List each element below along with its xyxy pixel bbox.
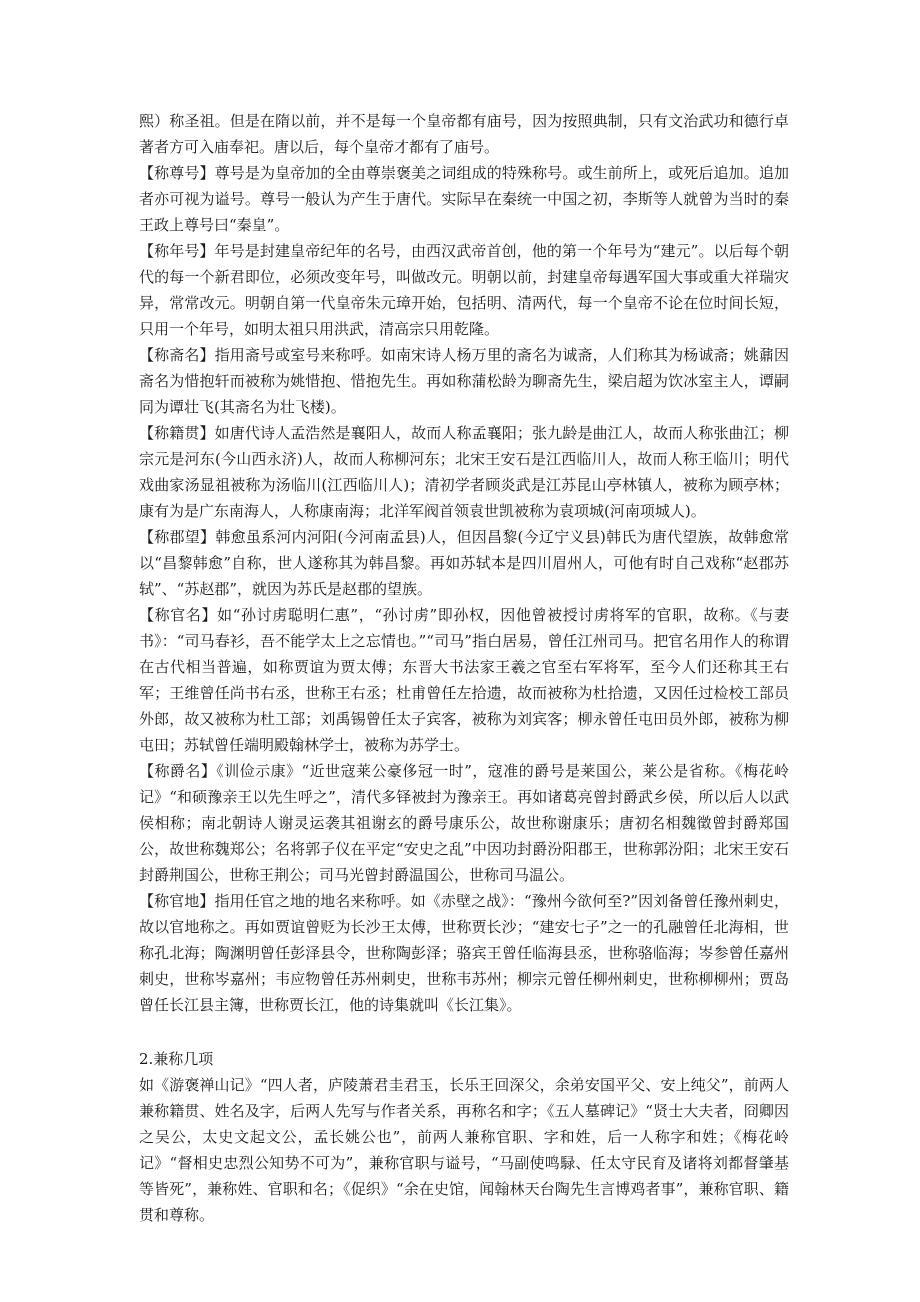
paragraph-era-name: 【称年号】年号是封建皇帝纪年的名号，由西汉武帝首创，他的第一个年号为“建元”。以后每个朝代的每一个新君即位，必须改变年号，叫做改元。明朝以前，封建皇帝每遇军国大事或重大祥瑞灾异，常常改元。明朝自第一代皇帝朱元璋开始，包括明、清两代，每一个皇帝不论在位时间长短，只用一个年号，如明太祖只用洪武，清高宗只用乾隆。 bbox=[139, 242, 789, 338]
section-heading: 2.兼称几项 bbox=[139, 1050, 214, 1068]
section-body: 如《游褒禅山记》“四人者，庐陵萧君圭君玉，长乐王回深父，余弟安国平父、安上纯父”，前两人兼称籍贯、姓名及字，后两人先写与作者关系，再称名和字；《五人墓碑记》“贤士大夫者，冏卿因之吴公，太史文起文公，孟长姚公也”，前两人兼称官职、字和姓，后一人称字和姓；《梅花岭记》“督相史忠烈公知势不可为”，兼称官职与谥号，“马副使鸣騄、任太守民育及诸将刘都督肇基等皆死”，兼称姓、官职和名；《促织》“余在史馆，闻翰林天台陶先生言博鸡者事”，兼称官职、籍贯和尊称。 bbox=[139, 1076, 789, 1224]
paragraph-native-place: 【称籍贯】如唐代诗人孟浩然是襄阳人，故而人称孟襄阳；张九龄是曲江人，故而人称张曲江；柳宗元是河东(今山西永济)人，故而人称柳河东；北宋王安石是江西临川人，故而人称王临川；明代戏曲家汤显祖被称为汤临川(江西临川人)；清初学者顾炎武是江苏昆山亭林镇人，被称为顾亭林；康有为是广东南海人，人称康南海；北洋军阀首领袁世凯被称为袁项城(河南项城人)。 bbox=[139, 424, 789, 520]
paragraph-clan-origin: 【称郡望】韩愈虽系河内河阳(今河南孟县)人，但因昌黎(今辽宁义县)韩氏为唐代望族，故韩愈常以“昌黎韩愈”自称，世人遂称其为韩昌黎。再如苏轼本是四川眉州人，可他有时自己戏称“赵郡苏轼”、“苏赵郡”，就因为苏氏是赵郡的望族。 bbox=[139, 528, 789, 598]
paragraph-office-place: 【称官地】指用任官之地的地名来称呼。如《赤壁之战》：“豫州今欲何至?”因刘备曾任豫州刺史，故以官地称之。再如贾谊曾贬为长沙王太傅，世称贾长沙；“建安七子”之一的孔融曾任北海相，世称孔北海；陶渊明曾任彭泽县令，世称陶彭泽；骆宾王曾任临海县丞，世称骆临海；岑参曾任嘉州刺史，世称岑嘉州；韦应物曾任苏州刺史，世称韦苏州；柳宗元曾任柳州刺史，世称柳柳州；贾岛曾任长江县主簿，世称贾长江，他的诗集就叫《长江集》。 bbox=[139, 892, 789, 1014]
paragraph-official-title: 【称官名】如“孙讨虏聪明仁惠”，“孙讨虏”即孙权，因他曾被授讨虏将军的官职，故称。《与妻书》：“司马春衫，吾不能学太上之忘情也。”“司马”指白居易，曾任江州司马。把官名用作人的称谓在古代相当普遍，如称贾谊为贾太傅；东晋大书法家王羲之官至右军将军，至今人们还称其王右军；王维曾任尚书右丞，世称王右丞；杜甫曾任左拾遗，故而被称为杜拾遗，又因任过检校工部员外郎，故又被称为杜工部；刘禹锡曾任太子宾客，被称为刘宾客；柳永曾任屯田员外郎，被称为柳屯田；苏轼曾任端明殿翰林学士，被称为苏学士。 bbox=[139, 606, 789, 754]
paragraph-noble-title: 【称爵名】《训俭示康》“近世寇莱公豪侈冠一时”，寇准的爵号是莱国公，莱公是省称。《梅花岭记》“和硕豫亲王以先生呼之”，清代多铎被封为豫亲王。再如诸葛亮曾封爵武乡侯，所以后人以武侯相称；南北朝诗人谢灵运袭其祖谢玄的爵号康乐公，故世称谢康乐；唐初名相魏徵曾封爵郑国公，故世称魏郑公；名将郭子仪在平定“安史之乱”中因功封爵汾阳郡王，世称郭汾阳；北宋王安石封爵荆国公，世称王荆公；司马光曾封爵温国公，世称司马温公。 bbox=[139, 762, 789, 884]
paragraph-honorific-title: 【称尊号】尊号是为皇帝加的全由尊崇褒美之词组成的特殊称号。或生前所上，或死后追加。追加者亦可视为谥号。尊号一般认为产生于唐代。实际早在秦统一中国之初，李斯等人就曾为当时的秦王政上尊号曰“秦皇”。 bbox=[139, 164, 789, 234]
document-page bbox=[139, 108, 789, 1228]
section-spacer bbox=[139, 1018, 789, 1046]
paragraph-studio-name: 【称斋名】指用斋号或室号来称呼。如南宋诗人杨万里的斋名为诚斋，人们称其为杨诚斋；姚鼐因斋名为惜抱轩而被称为姚惜抱、惜抱先生。再如称蒲松龄为聊斋先生，梁启超为饮冰室主人，谭嗣同为谭壮飞(其斋名为壮飞楼)。 bbox=[139, 346, 789, 416]
paragraph-temple-name-end: 熙）称圣祖。但是在隋以前，并不是每一个皇帝都有庙号，因为按照典制，只有文治武功和德行卓著者方可入庙奉祀。唐以后，每个皇帝才都有了庙号。 bbox=[139, 112, 789, 156]
